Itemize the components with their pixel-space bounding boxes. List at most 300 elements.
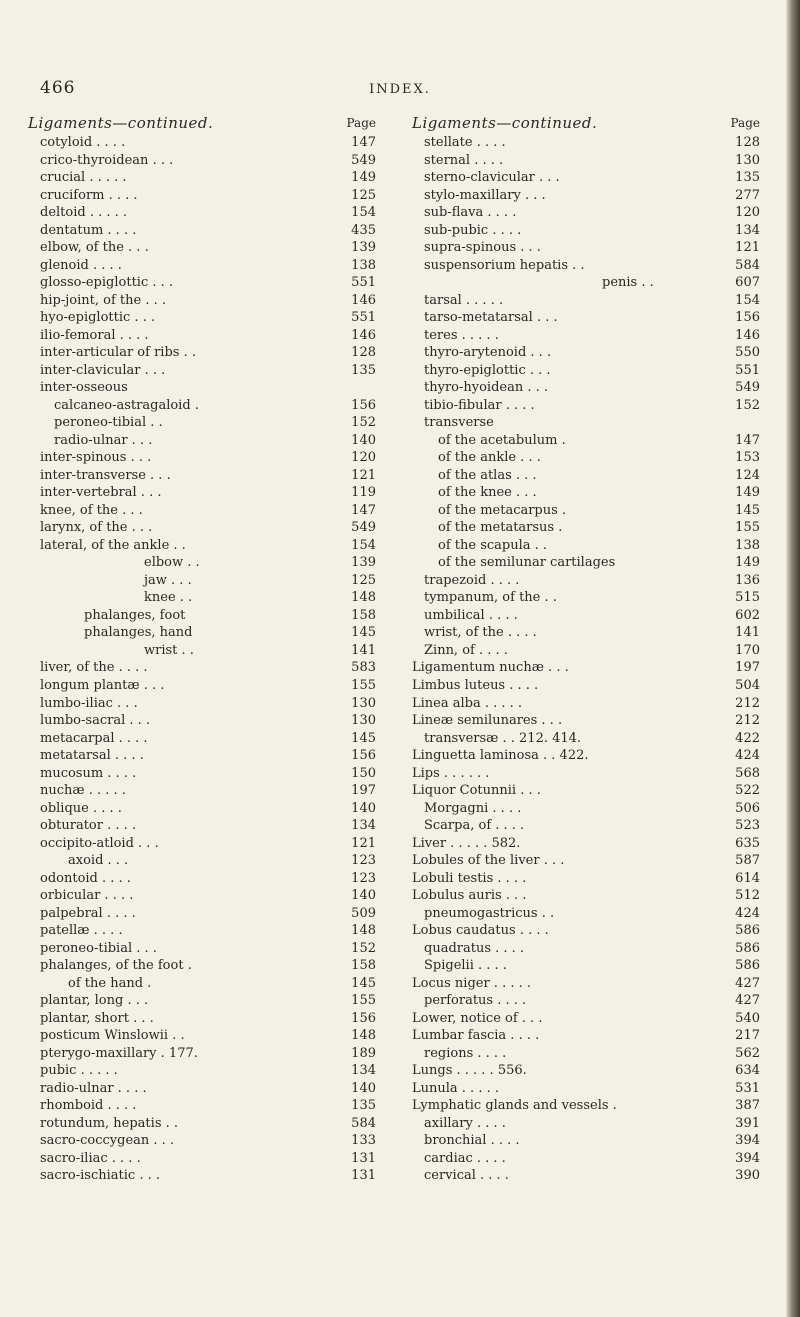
index-entry-term: Lunula . . . . . (412, 1080, 499, 1096)
index-entry (412, 187, 766, 205)
index-entry (412, 712, 766, 730)
index-entry-page: 549 (351, 520, 376, 536)
index-entry-term: palpebral . . . . (40, 905, 136, 921)
index-entry-page: 152 (351, 415, 376, 431)
index-entry-term: of the ankle . . . (438, 450, 541, 466)
index-entry (412, 1062, 766, 1080)
index-entry (28, 204, 382, 222)
index-entry (412, 905, 766, 923)
index-entry-term: umbilical . . . . (424, 607, 518, 623)
index-entry-term: nuchæ . . . . . (40, 783, 126, 799)
index-entry-term: perforatus . . . . (424, 993, 527, 1009)
index-entry-term: sacro-ischiatic . . . (40, 1168, 160, 1184)
index-entry-page: 614 (735, 870, 760, 886)
index-entry (28, 1010, 382, 1028)
index-entry (28, 1080, 382, 1098)
index-entry (412, 1027, 766, 1045)
index-entry (412, 870, 766, 888)
index-entry-term: cardiac . . . . (424, 1150, 506, 1166)
index-entry-term: thyro-arytenoid . . . (424, 345, 552, 361)
index-entry-term: calcaneo-astragaloid . (54, 397, 199, 413)
index-entry (412, 1045, 766, 1063)
index-entry-page: 135 (351, 1098, 376, 1114)
index-entry-page: 148 (351, 590, 376, 606)
index-entry (28, 642, 382, 660)
index-entry-page: 156 (351, 1010, 376, 1026)
index-entry-page: 135 (351, 362, 376, 378)
index-entry (412, 747, 766, 765)
index-entry (28, 747, 382, 765)
page-number: 466 (40, 78, 76, 98)
index-entry-term: transversæ . . 212. 414. (424, 730, 582, 746)
index-entry-page: 522 (735, 783, 760, 799)
index-entry-term: sterno-clavicular . . . (424, 170, 560, 186)
page-header (40, 72, 760, 102)
index-entry-page: 146 (351, 292, 376, 308)
index-entry-term: Liquor Cotunnii . . . (412, 783, 541, 799)
column-page-label: Page (346, 116, 376, 130)
index-entry-page: 531 (735, 1080, 760, 1096)
index-entry-page: 390 (735, 1168, 760, 1184)
index-entry-term: metacarpal . . . . (40, 730, 148, 746)
index-entry (412, 957, 766, 975)
index-entry-term: cervical . . . . (424, 1168, 509, 1184)
index-entry-term: cruciform . . . . (40, 187, 138, 203)
index-entry (28, 414, 382, 432)
index-entry (28, 940, 382, 958)
index-entry-page: 568 (735, 765, 760, 781)
running-head: INDEX. (369, 82, 431, 97)
index-entry (28, 975, 382, 993)
index-entry-term: supra-spinous . . . (424, 240, 541, 256)
index-entry (412, 887, 766, 905)
index-entry-term: glenoid . . . . (40, 257, 122, 273)
index-entry-term: tibio-fibular . . . . (424, 397, 535, 413)
index-entry-term: orbicular . . . . (40, 888, 134, 904)
index-entry (412, 940, 766, 958)
index-entry-term: phalanges, hand (84, 625, 193, 641)
index-entry (412, 572, 766, 590)
index-entry (28, 554, 382, 572)
index-entry-page: 124 (735, 467, 760, 483)
index-entry-page: 156 (735, 310, 760, 326)
index-entry (412, 169, 766, 187)
index-entry (412, 800, 766, 818)
index-entry (28, 887, 382, 905)
index-entry-term: knee, of the . . . (40, 502, 143, 518)
index-entry-term: crico-thyroidean . . . (40, 152, 174, 168)
index-entry (412, 1167, 766, 1185)
index-entry-term: Spigelii . . . . (424, 958, 507, 974)
index-entry (28, 677, 382, 695)
index-entry-term: odontoid . . . . (40, 870, 131, 886)
index-entry (28, 432, 382, 450)
index-entry (412, 274, 766, 292)
index-entry-term: ilio-femoral . . . . (40, 327, 149, 343)
index-entry-page: 217 (735, 1028, 760, 1044)
index-entry-page: 387 (735, 1098, 760, 1114)
index-entry-page: 152 (351, 940, 376, 956)
index-entry-term: thyro-epiglottic . . . (424, 362, 551, 378)
index-entry-page: 515 (735, 590, 760, 606)
index-entry (28, 134, 382, 152)
index-entry-page: 583 (351, 660, 376, 676)
index-entry-term: cotyloid . . . . (40, 135, 126, 150)
index-entry-page: 148 (351, 1028, 376, 1044)
index-entry-term: teres . . . . . (424, 327, 499, 343)
index-entry (412, 782, 766, 800)
index-entry-term: plantar, short . . . (40, 1010, 154, 1026)
index-entry (412, 397, 766, 415)
index-entry-page: 394 (735, 1133, 760, 1149)
index-entry-term: Zinn, of . . . . (424, 642, 508, 658)
index-entry-term: of the semilunar cartilages (438, 555, 616, 571)
index-entry-page: 121 (351, 467, 376, 483)
index-entry (28, 852, 382, 870)
column-heading (412, 114, 766, 134)
index-entry (28, 257, 382, 275)
index-entry-page: 155 (351, 677, 376, 693)
index-entry (412, 502, 766, 520)
index-entry-page: 156 (351, 748, 376, 764)
index-entries (412, 134, 766, 1185)
index-entry (412, 659, 766, 677)
column-page-label: Page (730, 116, 760, 130)
index-entry (28, 1115, 382, 1133)
index-entry-term: sternal . . . . (424, 152, 504, 168)
index-entry (28, 449, 382, 467)
index-entry (412, 695, 766, 713)
index-entry (412, 677, 766, 695)
index-entry-page: 141 (351, 642, 376, 658)
index-entry (412, 414, 766, 432)
index-entry-term: hyo-epiglottic . . . (40, 310, 156, 326)
index-entry-page: 427 (735, 975, 760, 991)
index-entry (28, 519, 382, 537)
index-entry (28, 152, 382, 170)
index-entry-page: 141 (735, 625, 760, 641)
index-entry-page: 506 (735, 800, 760, 816)
index-entry-page: 145 (735, 502, 760, 518)
index-entry-page: 586 (735, 923, 760, 939)
index-entry-page: 634 (735, 1063, 760, 1079)
index-entry-term: trapezoid . . . . (424, 572, 520, 588)
index-entry (412, 239, 766, 257)
index-entry (28, 274, 382, 292)
index-entry-page: 391 (735, 1115, 760, 1131)
index-entry-page: 131 (351, 1168, 376, 1184)
index-entry-term: phalanges, foot (84, 607, 186, 623)
index-entry-term: tympanum, of the . . (424, 590, 557, 606)
index-entry (28, 589, 382, 607)
index-entry-term: Linea alba . . . . . (412, 695, 523, 711)
column-heading (28, 114, 382, 134)
index-entry-term: Morgagni . . . . (424, 800, 522, 816)
index-entry-page: 154 (351, 205, 376, 221)
index-entry (412, 292, 766, 310)
index-column-left (28, 114, 382, 1185)
index-entry-page: 189 (351, 1045, 376, 1061)
index-entry-page: 150 (351, 765, 376, 781)
index-entry-page: 212 (735, 695, 760, 711)
index-entry-term: inter-transverse . . . (40, 467, 171, 483)
index-entry-page: 156 (351, 397, 376, 413)
index-entry (28, 187, 382, 205)
index-entry-page: 136 (735, 572, 760, 588)
index-entry-page: 154 (735, 292, 760, 308)
index-entry-term: Locus niger . . . . . (412, 975, 531, 991)
index-entry-page: 125 (351, 187, 376, 203)
index-entry-term: of the metacarpus . (438, 502, 567, 518)
index-entry (28, 835, 382, 853)
index-entry-page: 584 (735, 257, 760, 273)
index-entry-term: patellæ . . . . (40, 923, 123, 939)
index-entry (412, 975, 766, 993)
index-entry-page: 138 (351, 257, 376, 273)
index-entry-term: Lumbar fascia . . . . (412, 1028, 540, 1044)
index-entry-page: 153 (735, 450, 760, 466)
index-entry-term: hip-joint, of the . . . (40, 292, 166, 308)
index-column-right (412, 114, 766, 1185)
index-entry-page: 586 (735, 958, 760, 974)
index-entry-page: 504 (735, 677, 760, 693)
index-entry (412, 1010, 766, 1028)
index-entry (412, 554, 766, 572)
index-entry-page: 394 (735, 1150, 760, 1166)
index-entry-term: transverse (424, 415, 494, 431)
index-entry-term: stylo-maxillary . . . (424, 187, 546, 203)
index-entry (28, 905, 382, 923)
index-entry-page: 277 (735, 187, 760, 203)
index-entry-term: posticum Winslowii . . (40, 1028, 185, 1044)
index-entry (412, 642, 766, 660)
index-entry (28, 1097, 382, 1115)
index-entry (28, 765, 382, 783)
index-entry-term: knee . . (144, 590, 193, 606)
index-entry-term: pubic . . . . . (40, 1063, 118, 1079)
index-entry-page: 549 (351, 152, 376, 168)
index-entry (28, 239, 382, 257)
index-entry (28, 730, 382, 748)
index-entry-page: 197 (735, 660, 760, 676)
index-entry-page: 135 (735, 170, 760, 186)
index-entry-page: 170 (735, 642, 760, 658)
index-entry-term: longum plantæ . . . (40, 677, 165, 693)
index-entry-page: 607 (735, 275, 760, 291)
index-entry (28, 327, 382, 345)
index-entry-page: 145 (351, 730, 376, 746)
index-entry-term: oblique . . . . (40, 800, 122, 816)
index-entry-page: 140 (351, 888, 376, 904)
index-entry-page: 427 (735, 993, 760, 1009)
index-entry-term: inter-osseous (40, 380, 128, 396)
index-entry-page: 551 (351, 310, 376, 326)
index-entry-page: 635 (735, 835, 760, 851)
index-entry-term: Linguetta laminosa . . 422. (412, 748, 589, 764)
index-entry-term: stellate . . . . (424, 135, 506, 150)
index-entry-page: 148 (351, 923, 376, 939)
index-entry-term: axoid . . . (68, 853, 129, 869)
index-entry-term: Liver . . . . . 582. (412, 835, 521, 851)
index-entry-term: pneumogastricus . . (424, 905, 555, 921)
index-entry-page: 551 (351, 275, 376, 291)
index-entry (412, 835, 766, 853)
index-entry-page: 152 (735, 397, 760, 413)
index-entry-term: tarsal . . . . . (424, 292, 504, 308)
index-entry-term: deltoid . . . . . (40, 205, 128, 221)
index-entry-term: of the scapula . . (438, 537, 548, 553)
index-entry (412, 484, 766, 502)
index-entry-term: axillary . . . . (424, 1115, 506, 1131)
index-entry-page: 587 (735, 853, 760, 869)
index-entry (412, 1097, 766, 1115)
index-entry-page: 123 (351, 853, 376, 869)
index-entry-page: 549 (735, 380, 760, 396)
index-entry (28, 817, 382, 835)
index-entry (28, 782, 382, 800)
index-entry-term: bronchial . . . . (424, 1133, 520, 1149)
index-entry-page: 145 (351, 975, 376, 991)
index-entry-page: 424 (735, 905, 760, 921)
index-entry-page: 197 (351, 783, 376, 799)
index-entry (28, 659, 382, 677)
index-entry-page: 134 (735, 222, 760, 238)
index-entry-page: 140 (351, 432, 376, 448)
index-entry-term: quadratus . . . . (424, 940, 525, 956)
index-entry-term: pterygo-maxillary . 177. (40, 1045, 198, 1061)
index-entry-term: peroneo-tibial . . (54, 415, 163, 431)
index-entry-term: mucosum . . . . (40, 765, 137, 781)
index-entry-term: lateral, of the ankle . . (40, 537, 186, 553)
index-entries (28, 134, 382, 1185)
index-entry-page: 146 (735, 327, 760, 343)
index-entry (412, 519, 766, 537)
index-entry-term: Scarpa, of . . . . (424, 818, 525, 834)
index-entry-page: 123 (351, 870, 376, 886)
index-entry-term: wrist . . (144, 642, 194, 658)
index-entry-page: 147 (735, 432, 760, 448)
index-entry-term: occipito-atloid . . . (40, 835, 159, 851)
index-entry (412, 379, 766, 397)
index-entry-page: 155 (351, 993, 376, 1009)
index-entry-term: of the metatarsus . (438, 520, 563, 536)
index-entry-page: 128 (351, 345, 376, 361)
index-entry-page: 586 (735, 940, 760, 956)
index-entry (412, 624, 766, 642)
index-entry-term: Lungs . . . . . 556. (412, 1063, 527, 1079)
index-entry-page: 149 (351, 170, 376, 186)
index-entry (28, 712, 382, 730)
index-entry-term: regions . . . . (424, 1045, 507, 1061)
index-entry (412, 1080, 766, 1098)
index-entry (412, 152, 766, 170)
index-entry (412, 852, 766, 870)
index-entry-term: Lymphatic glands and vessels . (412, 1098, 617, 1114)
index-entry (28, 1045, 382, 1063)
index-entry-page: 130 (735, 152, 760, 168)
index-entry-term: inter-vertebral . . . (40, 485, 162, 501)
index-entry-term: Lips . . . . . . (412, 765, 490, 781)
index-entry (28, 502, 382, 520)
index-entry-page: 424 (735, 748, 760, 764)
index-entry-term: rotundum, hepatis . . (40, 1115, 179, 1131)
index-entry-term: thyro-hyoidean . . . (424, 380, 549, 396)
index-entry-page: 509 (351, 905, 376, 921)
index-entry-term: crucial . . . . . (40, 170, 127, 186)
index-entry (412, 449, 766, 467)
index-entry-page: 138 (735, 537, 760, 553)
index-entry-term: tarso-metatarsal . . . (424, 310, 558, 326)
index-entry (28, 169, 382, 187)
index-entry-term: peroneo-tibial . . . (40, 940, 157, 956)
index-entry-term: Lower, notice of . . . (412, 1010, 543, 1026)
index-entry-page: 155 (735, 520, 760, 536)
index-entry (28, 1167, 382, 1185)
index-entry-term: Limbus luteus . . . . (412, 677, 539, 693)
index-entry (412, 134, 766, 152)
index-entry (28, 222, 382, 240)
index-entry-term: obturator . . . . (40, 818, 137, 834)
index-entry-page: 128 (735, 135, 760, 150)
index-entry-term: plantar, long . . . (40, 993, 149, 1009)
index-entry (28, 484, 382, 502)
index-entry-page: 158 (351, 607, 376, 623)
index-entry (412, 344, 766, 362)
index-entry (412, 1132, 766, 1150)
index-entry (28, 1027, 382, 1045)
index-entry-page: 121 (735, 240, 760, 256)
index-entry-page: 134 (351, 818, 376, 834)
index-entry (28, 467, 382, 485)
index-entry (412, 309, 766, 327)
index-entry-page: 435 (351, 222, 376, 238)
index-entry-page: 130 (351, 695, 376, 711)
index-entry-page: 139 (351, 555, 376, 571)
index-entry-page: 149 (735, 485, 760, 501)
index-entry-page: 523 (735, 818, 760, 834)
index-entry-page: 602 (735, 607, 760, 623)
index-entry-page: 133 (351, 1133, 376, 1149)
index-entry-page: 512 (735, 888, 760, 904)
index-entry (412, 992, 766, 1010)
index-entry-term: Lineæ semilunares . . . (412, 713, 563, 729)
index-entry (28, 957, 382, 975)
index-entry (28, 607, 382, 625)
index-entry-term: Ligamentum nuchæ . . . (412, 660, 569, 676)
index-entry-term: elbow . . (144, 555, 200, 571)
index-entry-term: of the knee . . . (438, 485, 537, 501)
index-entry-term: of the acetabulum . (438, 432, 566, 448)
index-entry-term: larynx, of the . . . (40, 520, 153, 536)
index-entry-term: sacro-iliac . . . . (40, 1150, 141, 1166)
index-entry-term: inter-spinous . . . (40, 450, 152, 466)
index-entry-term: metatarsal . . . . (40, 748, 144, 764)
column-heading-title: Ligaments—continued. (28, 114, 214, 132)
index-entry (412, 327, 766, 345)
index-entry-term: radio-ulnar . . . . (40, 1080, 147, 1096)
index-entry-term: lumbo-iliac . . . (40, 695, 138, 711)
index-entry-term: of the atlas . . . (438, 467, 537, 483)
index-entry-page: 540 (735, 1010, 760, 1026)
index-entry-term: phalanges, of the foot . (40, 958, 192, 974)
index-entry-page: 562 (735, 1045, 760, 1061)
index-entry-page: 551 (735, 362, 760, 378)
index-entry-page: 145 (351, 625, 376, 641)
index-entry (412, 362, 766, 380)
index-entry-term: lumbo-sacral . . . (40, 713, 151, 729)
index-entry-page: 147 (351, 502, 376, 518)
index-entry (28, 1132, 382, 1150)
